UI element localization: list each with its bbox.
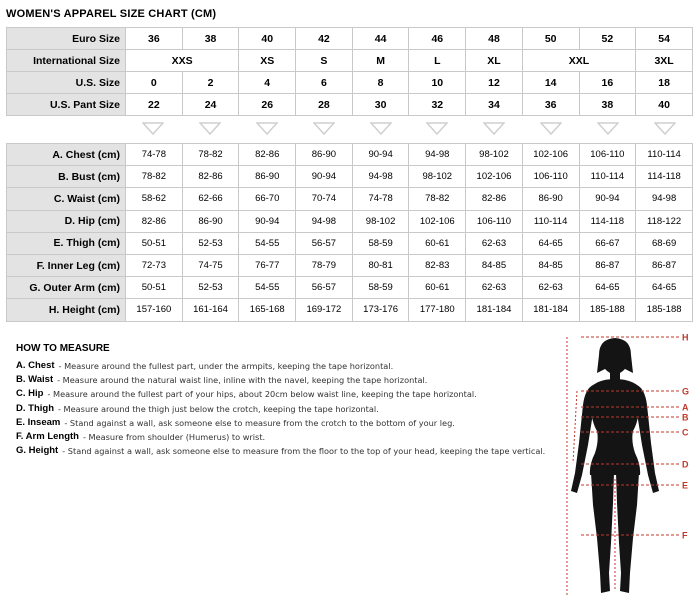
euro-size-cell: 48	[466, 28, 523, 50]
how-to-description: - Measure around the natural waist line, inline with the navel, keeping the tape horizontal.	[57, 375, 428, 386]
measurement-label: H. Height (cm)	[7, 299, 126, 321]
international-size-cell: L	[409, 50, 466, 72]
measurement-value: 185-188	[636, 299, 693, 321]
measurement-value: 52-53	[182, 277, 239, 299]
international-size-cell: XL	[466, 50, 523, 72]
how-to-item	[16, 444, 556, 458]
measurement-value: 185-188	[579, 299, 636, 321]
measurement-value: 74-78	[352, 188, 409, 210]
international-size-row	[7, 50, 693, 72]
euro-size-cell: 50	[522, 28, 579, 50]
down-triangle-icon	[352, 122, 409, 140]
measurement-value: 78-82	[182, 144, 239, 166]
how-to-measure-section	[16, 343, 556, 458]
euro-size-cell: 42	[296, 28, 353, 50]
measurement-value: 102-106	[466, 166, 523, 188]
measurement-value: 78-82	[126, 166, 183, 188]
measurement-value: 60-61	[409, 277, 466, 299]
how-to-description: - Measure around the fullest part, under the armpits, keeping the tape horizontal.	[58, 361, 394, 371]
measurement-value: 177-180	[409, 299, 466, 321]
measurement-label: G. Outer Arm (cm)	[7, 277, 126, 299]
measurement-value: 86-90	[182, 210, 239, 232]
measurement-value: 165-168	[239, 299, 296, 321]
measurement-value: 66-70	[239, 188, 296, 210]
measure-marker-label: D	[682, 459, 689, 470]
measurement-value: 98-102	[409, 166, 466, 188]
measurement-value: 62-63	[522, 277, 579, 299]
international-size-cell: S	[296, 50, 353, 72]
row-label: U.S. Size	[7, 72, 126, 94]
measurement-value: 118-122	[636, 210, 693, 232]
euro-size-cell: 44	[352, 28, 409, 50]
euro-size-row	[7, 28, 693, 50]
how-to-term: G. Height	[16, 445, 59, 457]
us-pant-size-cell: 30	[352, 94, 409, 116]
how-to-term: A. Chest	[16, 360, 55, 371]
measurement-row	[7, 277, 693, 299]
us-pant-size-cell: 26	[239, 94, 296, 116]
silhouette-illustration	[555, 333, 700, 603]
us-size-cell: 4	[239, 72, 296, 94]
us-pant-size-cell: 32	[409, 94, 466, 116]
measurement-value: 80-81	[352, 254, 409, 276]
row-label: U.S. Pant Size	[7, 94, 126, 116]
female-silhouette	[571, 338, 659, 593]
how-to-description: - Stand against a wall, ask someone else to measure from the crotch to the bottom of your leg.	[64, 417, 455, 428]
measurement-value: 68-69	[636, 232, 693, 254]
euro-size-cell: 54	[636, 28, 693, 50]
us-size-cell: 6	[296, 72, 353, 94]
measurement-value: 106-110	[522, 166, 579, 188]
international-size-cell: XS	[239, 50, 296, 72]
measurement-value: 50-51	[126, 232, 183, 254]
down-triangle-icon	[239, 122, 296, 140]
measurement-value: 86-90	[296, 144, 353, 166]
how-to-term: C. Hip	[16, 388, 44, 400]
measurement-value: 78-79	[296, 254, 353, 276]
measurement-value: 102-106	[409, 210, 466, 232]
us-size-cell: 0	[126, 72, 183, 94]
measurement-row	[7, 232, 693, 254]
measurement-value: 106-110	[466, 210, 523, 232]
us-size-cell: 8	[352, 72, 409, 94]
measurement-value: 84-85	[466, 254, 523, 276]
measurement-value: 98-102	[466, 144, 523, 166]
us-pant-size-cell: 34	[466, 94, 523, 116]
measurement-value: 66-67	[579, 232, 636, 254]
measurement-label: D. Hip (cm)	[7, 210, 126, 232]
measurement-value: 86-90	[522, 188, 579, 210]
measurement-value: 161-164	[182, 299, 239, 321]
us-pant-size-cell: 40	[636, 94, 693, 116]
international-size-cell: XXS	[126, 50, 239, 72]
measurement-value: 56-57	[296, 277, 353, 299]
how-to-description: - Stand against a wall, ask someone else to measure from the floor to the top of your head, keeping the tape vertical.	[62, 446, 546, 457]
measurement-value: 72-73	[126, 254, 183, 276]
measurement-value: 70-74	[296, 188, 353, 210]
measurement-row	[7, 254, 693, 276]
measurement-value: 86-87	[579, 254, 636, 276]
measurement-value: 106-110	[579, 144, 636, 166]
measurement-label: B. Bust (cm)	[7, 166, 126, 188]
how-to-term: E. Inseam	[16, 416, 61, 428]
row-label: International Size	[7, 50, 126, 72]
measurement-label: E. Thigh (cm)	[7, 232, 126, 254]
measurement-value: 58-59	[352, 232, 409, 254]
measurement-value: 114-118	[636, 166, 693, 188]
us-pant-size-cell: 38	[579, 94, 636, 116]
measurement-value: 181-184	[522, 299, 579, 321]
measurement-value: 82-86	[182, 166, 239, 188]
how-to-item	[16, 373, 556, 387]
measurement-value: 54-55	[239, 277, 296, 299]
measurement-value: 82-83	[409, 254, 466, 276]
us-size-cell: 10	[409, 72, 466, 94]
row-label: Euro Size	[7, 28, 126, 50]
measurement-row	[7, 210, 693, 232]
measurement-row	[7, 166, 693, 188]
international-size-cell: M	[352, 50, 409, 72]
euro-size-cell: 36	[126, 28, 183, 50]
euro-size-cell: 46	[409, 28, 466, 50]
how-to-item	[16, 402, 556, 416]
down-triangle-icon	[579, 122, 636, 140]
measurement-value: 64-65	[522, 232, 579, 254]
measurement-value: 90-94	[352, 144, 409, 166]
us-pant-size-cell: 24	[182, 94, 239, 116]
down-arrow-row	[125, 122, 693, 140]
measurement-label: C. Waist (cm)	[7, 188, 126, 210]
down-triangle-icon	[523, 122, 580, 140]
body-measurement-figure	[555, 333, 700, 603]
measurement-value: 64-65	[636, 277, 693, 299]
measurement-table	[6, 143, 693, 322]
how-to-item	[16, 387, 556, 401]
international-size-cell: 3XL	[636, 50, 693, 72]
measurement-value: 64-65	[579, 277, 636, 299]
measurement-value: 62-66	[182, 188, 239, 210]
us-pant-size-cell: 28	[296, 94, 353, 116]
down-triangle-icon	[125, 122, 182, 140]
measurement-label: A. Chest (cm)	[7, 144, 126, 166]
measurement-row	[7, 299, 693, 321]
measurement-value: 94-98	[409, 144, 466, 166]
measurement-value: 74-78	[126, 144, 183, 166]
us-pant-size-row	[7, 94, 693, 116]
measurement-value: 98-102	[352, 210, 409, 232]
how-to-description: - Measure from shoulder (Humerus) to wrist.	[82, 432, 266, 443]
euro-size-cell: 38	[182, 28, 239, 50]
measurement-value: 94-98	[636, 188, 693, 210]
measure-marker-label: F	[682, 530, 688, 541]
measurement-value: 76-77	[239, 254, 296, 276]
how-to-term: F. Arm Length	[16, 431, 79, 443]
measure-marker-label: B	[682, 412, 689, 423]
us-pant-size-cell: 22	[126, 94, 183, 116]
measure-marker-label: E	[682, 480, 689, 491]
down-triangle-icon	[409, 122, 466, 140]
measurement-value: 86-90	[239, 166, 296, 188]
down-triangle-icon	[636, 122, 693, 140]
how-to-measure-list	[16, 359, 556, 458]
measurement-value: 90-94	[296, 166, 353, 188]
how-to-item	[16, 430, 556, 444]
measurement-value: 94-98	[296, 210, 353, 232]
measurement-row	[7, 144, 693, 166]
how-to-measure-title: HOW TO MEASURE	[16, 343, 110, 354]
how-to-term: B. Waist	[16, 374, 54, 386]
measurement-value: 54-55	[239, 232, 296, 254]
international-size-cell: XXL	[522, 50, 635, 72]
measurement-value: 82-86	[239, 144, 296, 166]
measurement-value: 82-86	[126, 210, 183, 232]
measurement-value: 52-53	[182, 232, 239, 254]
how-to-description: - Measure around the fullest part of your hips, about 20cm below waist line, keeping the tape horizontal.	[47, 389, 477, 400]
measurement-value: 74-75	[182, 254, 239, 276]
measurement-value: 86-87	[636, 254, 693, 276]
us-size-cell: 12	[466, 72, 523, 94]
arm-guide-line	[573, 391, 577, 463]
measurement-label: F. Inner Leg (cm)	[7, 254, 126, 276]
measurement-value: 62-63	[466, 277, 523, 299]
measurement-value: 114-118	[579, 210, 636, 232]
measurement-value: 90-94	[579, 188, 636, 210]
us-size-cell: 18	[636, 72, 693, 94]
us-size-row	[7, 72, 693, 94]
measurement-value: 78-82	[409, 188, 466, 210]
measurement-value: 110-114	[636, 144, 693, 166]
measurement-value: 60-61	[409, 232, 466, 254]
size-conversion-table	[6, 27, 693, 116]
measurement-value: 58-62	[126, 188, 183, 210]
measurement-value: 50-51	[126, 277, 183, 299]
down-triangle-icon	[182, 122, 239, 140]
down-triangle-icon	[466, 122, 523, 140]
us-size-cell: 14	[522, 72, 579, 94]
measurement-row	[7, 188, 693, 210]
how-to-item	[16, 416, 556, 430]
measurement-value: 181-184	[466, 299, 523, 321]
us-size-cell: 16	[579, 72, 636, 94]
us-pant-size-cell: 36	[522, 94, 579, 116]
measure-marker-label: H	[682, 333, 689, 343]
how-to-description: - Measure around the thigh just below the crotch, keeping the tape horizontal.	[58, 403, 379, 414]
measurement-value: 84-85	[522, 254, 579, 276]
measurement-value: 82-86	[466, 188, 523, 210]
us-size-cell: 2	[182, 72, 239, 94]
measure-marker-label: G	[682, 386, 690, 397]
how-to-item	[16, 359, 556, 373]
euro-size-cell: 52	[579, 28, 636, 50]
measure-marker-label: A	[682, 402, 689, 413]
measurement-value: 110-114	[579, 166, 636, 188]
measurement-value: 62-63	[466, 232, 523, 254]
measurement-value: 102-106	[522, 144, 579, 166]
measurement-value: 110-114	[522, 210, 579, 232]
measurement-value: 94-98	[352, 166, 409, 188]
down-triangle-icon	[295, 122, 352, 140]
chart-title: WOMEN'S APPAREL SIZE CHART (CM)	[6, 8, 217, 20]
measurement-value: 173-176	[352, 299, 409, 321]
measurement-value: 90-94	[239, 210, 296, 232]
how-to-term: D. Thigh	[16, 402, 54, 414]
measurement-value: 169-172	[296, 299, 353, 321]
euro-size-cell: 40	[239, 28, 296, 50]
measure-marker-label: C	[682, 427, 689, 438]
measurement-value: 56-57	[296, 232, 353, 254]
measurement-value: 157-160	[126, 299, 183, 321]
measurement-value: 58-59	[352, 277, 409, 299]
